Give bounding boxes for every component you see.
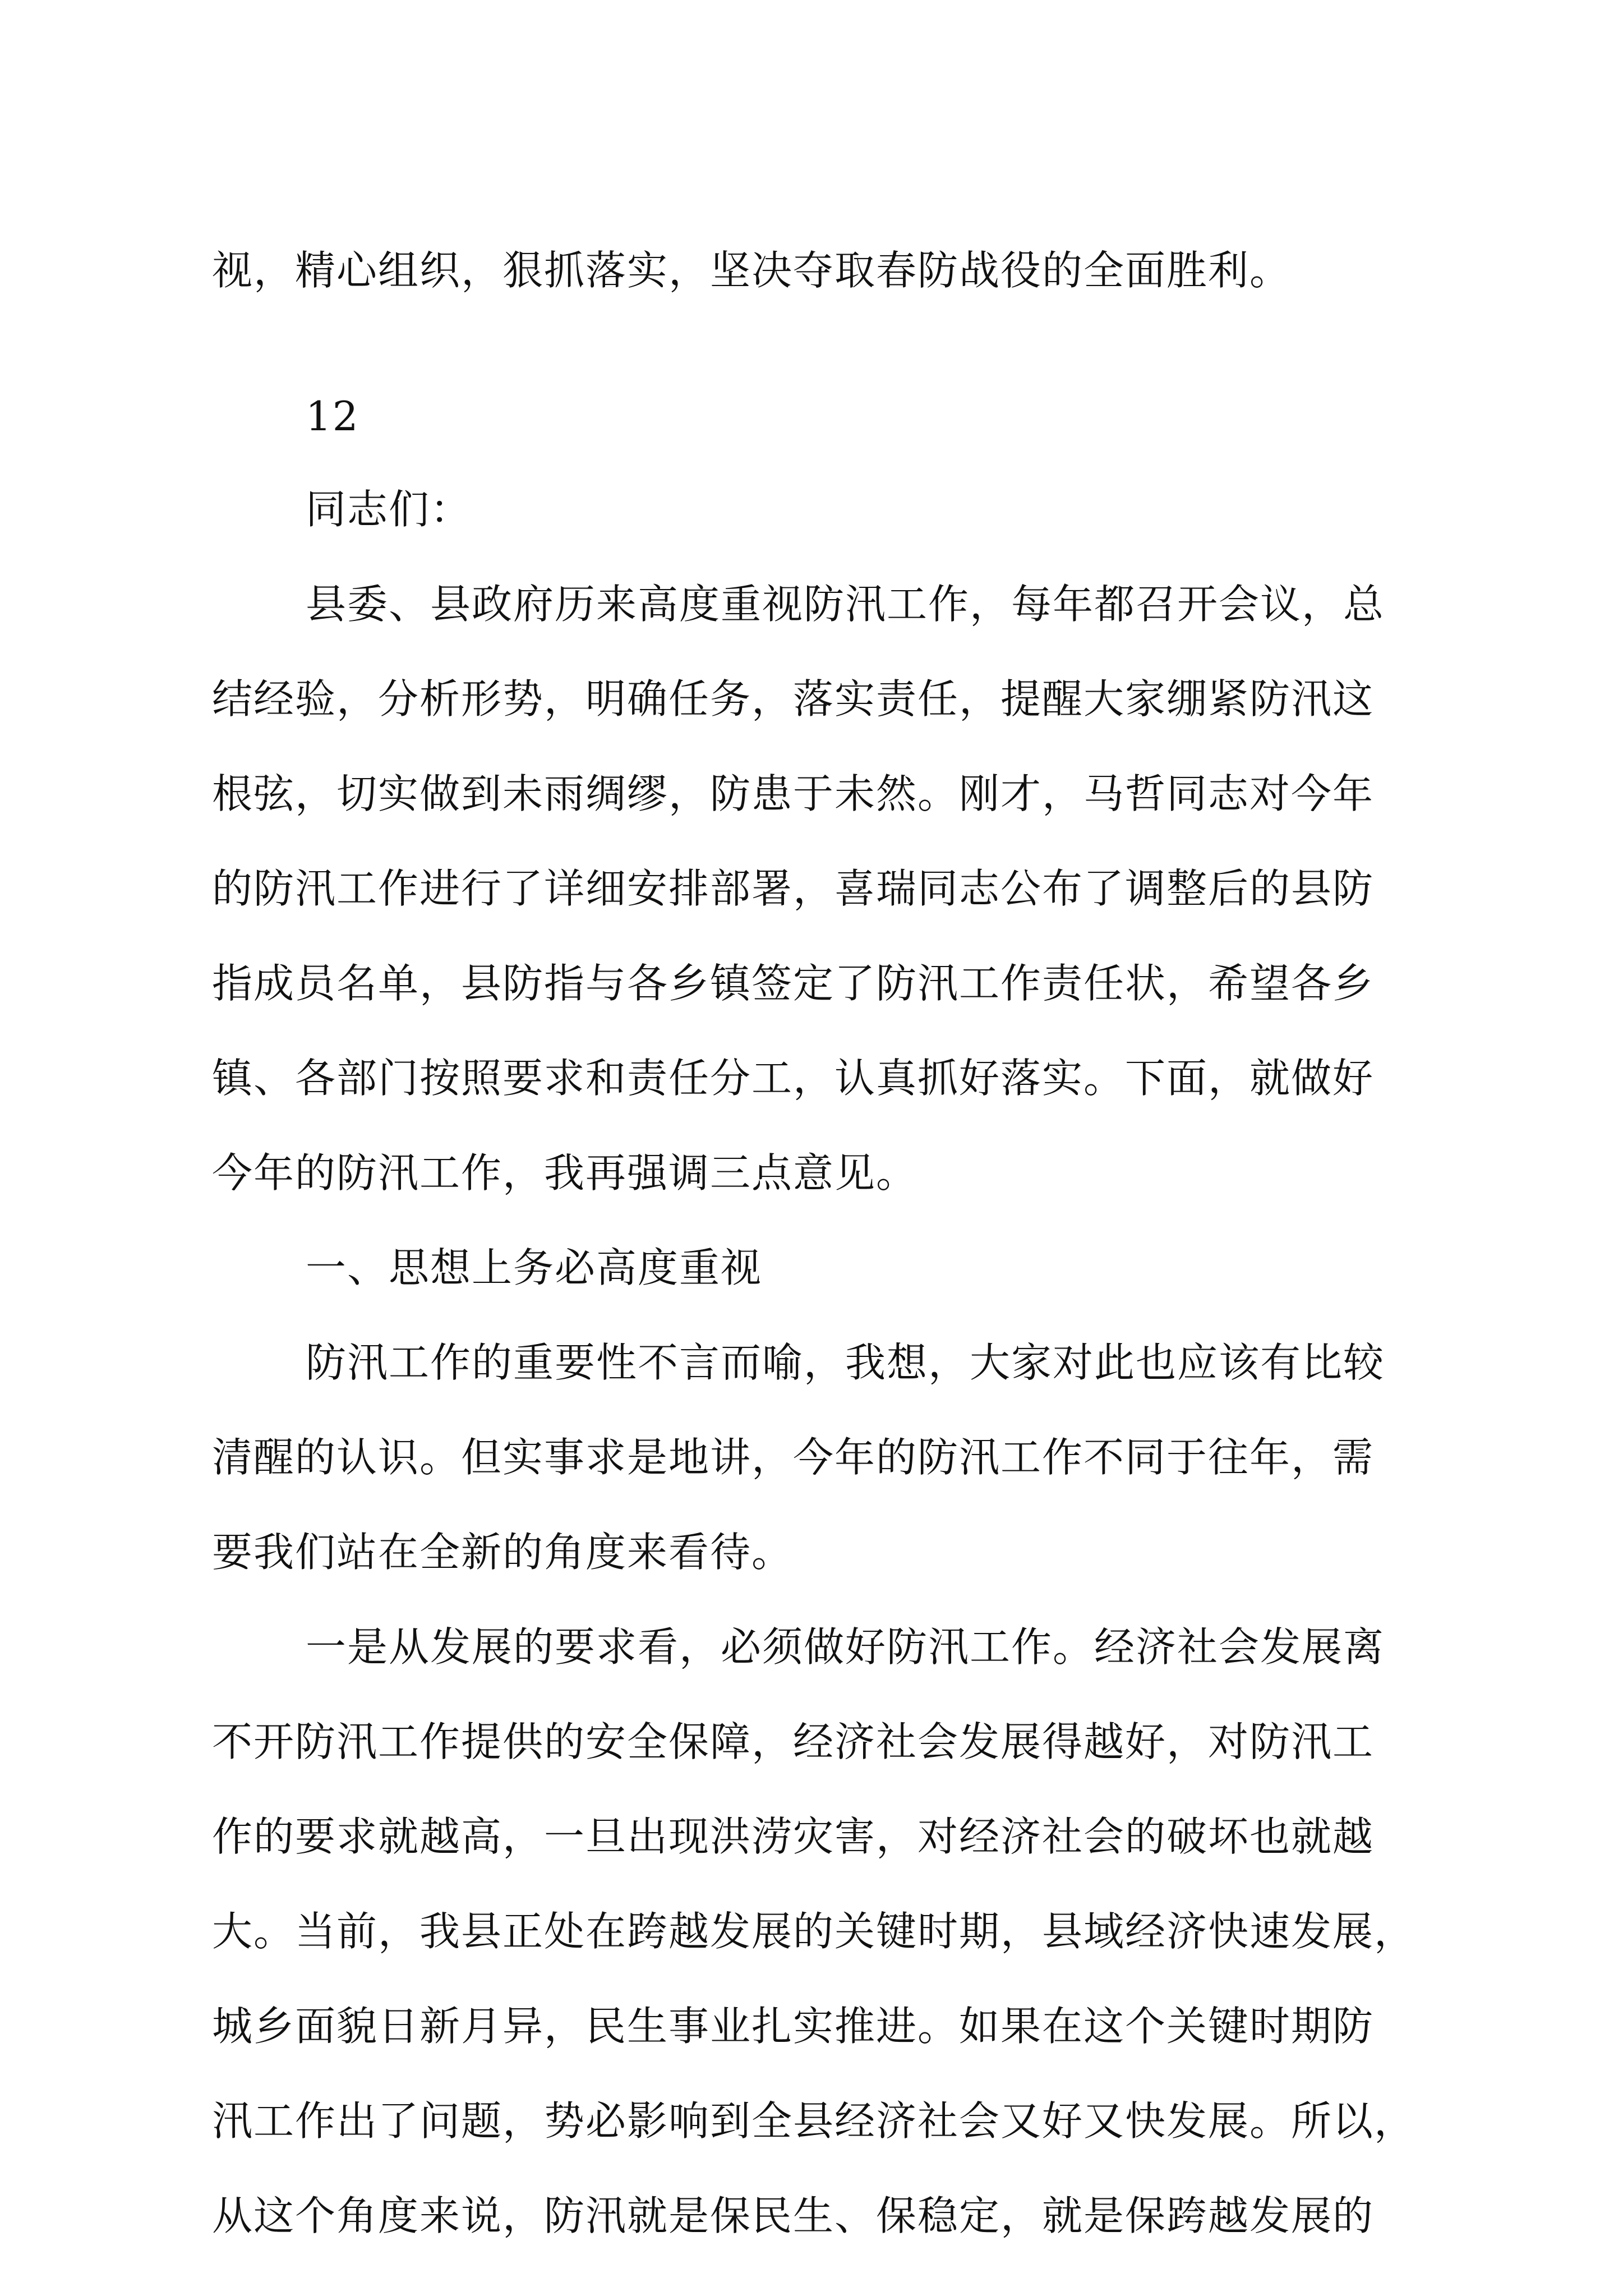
- text-line: 根弦，切实做到未雨绸缪，防患于未然。刚才，马哲同志对今年: [212, 770, 1375, 817]
- text-line: 结经验，分析形势，明确任务，落实责任，提醒大家绷紧防汛这: [212, 675, 1375, 723]
- text-line: 作的要求就越高，一旦出现洪涝灾害，对经济社会的破坏也就越: [212, 1813, 1375, 1860]
- text-line: 防汛工作的重要性不言而喻，我想，大家对此也应该有比较: [306, 1339, 1385, 1386]
- text-line: 要我们站在全新的角度来看待。: [212, 1529, 794, 1576]
- text-line: 从这个角度来说，防汛就是保民生、保稳定，就是保跨越发展的: [212, 2192, 1375, 2239]
- text-line: 指成员名单，县防指与各乡镇签定了防汛工作责任状，希望各乡: [212, 960, 1375, 1007]
- page-number-heading: 12: [306, 393, 359, 440]
- salutation: 同志们：: [306, 486, 472, 533]
- text-line: 一是从发展的要求看，必须做好防汛工作。经济社会发展离: [306, 1623, 1385, 1671]
- text-line: 清醒的认识。但实事求是地讲，今年的防汛工作不同于往年，需: [212, 1434, 1375, 1481]
- text-line: 城乡面貌日新月异，民生事业扎实推进。如果在这个关键时期防: [212, 2003, 1375, 2050]
- text-line: 大。当前，我县正处在跨越发展的关键时期，县域经济快速发展，: [212, 1908, 1416, 1955]
- section-heading: 一、思想上务必高度重视: [306, 1244, 763, 1291]
- text-line: 县委、县政府历来高度重视防汛工作，每年都召开会议，总: [306, 581, 1385, 628]
- text-line: 的防汛工作进行了详细安排部署，喜瑞同志公布了调整后的县防: [212, 865, 1375, 912]
- text-line: 镇、各部门按照要求和责任分工，认真抓好落实。下面，就做好: [212, 1055, 1375, 1102]
- text-line: 汛工作出了问题，势必影响到全县经济社会又好又快发展。所以，: [212, 2097, 1416, 2145]
- text-line: 今年的防汛工作，我再强调三点意见。: [212, 1149, 918, 1197]
- text-line: 不开防汛工作提供的安全保障，经济社会发展得越好，对防汛工: [212, 1718, 1375, 1765]
- text-line: 视，精心组织，狠抓落实，坚决夺取春防战役的全面胜利。: [212, 247, 1292, 294]
